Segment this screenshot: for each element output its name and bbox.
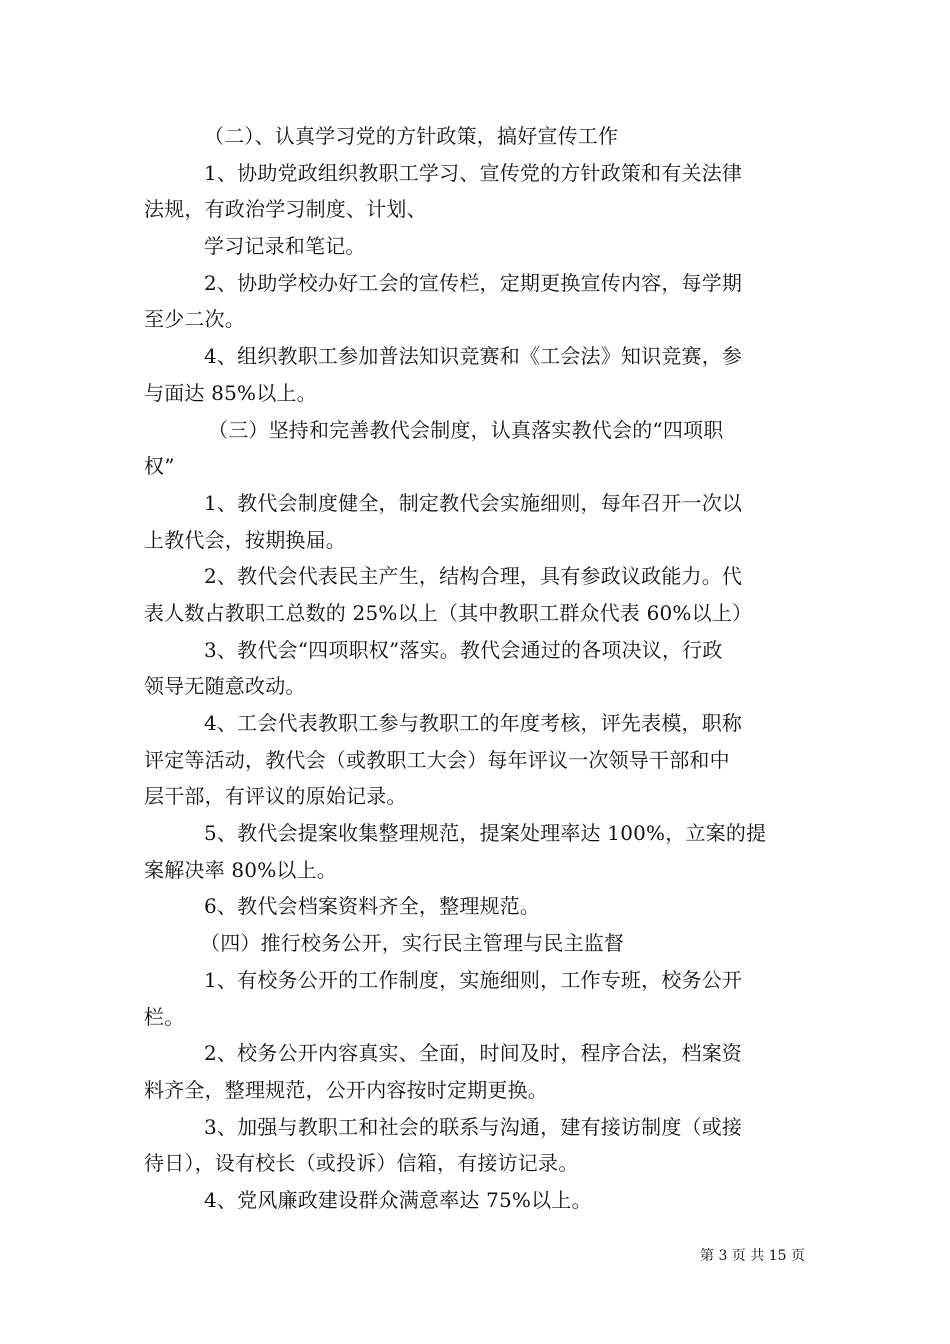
paragraph-line: 4、组织教职工参加普法知识竞赛和《工会法》知识竞赛，参	[204, 344, 743, 369]
paragraph-line: 栏。	[144, 1004, 185, 1029]
paragraph-line: 料齐全，整理规范，公开内容按时定期更换。	[144, 1077, 548, 1102]
section-heading-3: （三）坚持和完善教代会制度，认真落实教代会的“四项职	[208, 417, 724, 442]
paragraph-line: 法规，有政治学习制度、计划、	[144, 197, 427, 222]
section-heading-4: （四）推行校务公开，实行民主管理与民主监督	[200, 931, 625, 956]
paragraph-line: 4、党风廉政建设群众满意率达 75%以上。	[204, 1187, 592, 1212]
paragraph-line: 层干部，有评议的原始记录。	[144, 784, 407, 809]
paragraph-line: 1、教代会制度健全，制定教代会实施细则，每年召开一次以	[204, 490, 743, 515]
paragraph-line: 5、教代会提案收集整理规范，提案处理率达 100%，立案的提	[204, 821, 767, 846]
paragraph-line: 表人数占教职工总数的 25%以上（其中教职工群众代表 60%以上）	[144, 600, 753, 625]
document-body	[144, 118, 808, 1219]
paragraph-line: 与面达 85%以上。	[144, 380, 317, 405]
paragraph-line: 3、教代会“四项职权”落实。教代会通过的各项决议，行政	[204, 637, 723, 662]
paragraph-line: 学习记录和笔记。	[204, 234, 366, 259]
paragraph-line: 2、教代会代表民主产生，结构合理，具有参政议政能力。代	[204, 564, 743, 589]
paragraph-line: 2、协助学校办好工会的宣传栏，定期更换宣传内容，每学期	[204, 270, 743, 295]
paragraph-line: 3、加强与教职工和社会的联系与沟通，建有接访制度（或接	[204, 1114, 743, 1139]
paragraph-line: 待日），设有校长（或投诉）信箱，有接访记录。	[144, 1151, 579, 1176]
paragraph-line: 上教代会，按期换届。	[144, 527, 346, 552]
paragraph-line: 权”	[144, 454, 175, 479]
paragraph-line: 6、教代会档案资料齐全，整理规范。	[204, 894, 541, 919]
paragraph-line: 案解决率 80%以上。	[144, 857, 338, 882]
paragraph-line: 领导无随意改动。	[144, 674, 306, 699]
paragraph-line: 至少二次。	[144, 307, 245, 332]
paragraph-line: 2、校务公开内容真实、全面，时间及时，程序合法，档案资	[204, 1041, 743, 1066]
paragraph-line: 1、有校务公开的工作制度，实施细则，工作专班，校务公开	[204, 967, 743, 992]
paragraph-line: 4、工会代表教职工参与教职工的年度考核，评先表模，职称	[204, 711, 743, 735]
paragraph-line: 评定等活动，教代会（或教职工大会）每年评议一次领导干部和中	[144, 747, 730, 772]
page-number: 第 3 页 共 15 页	[700, 1248, 805, 1264]
paragraph-line: 1、协助党政组织教职工学习、宣传党的方针政策和有关法律	[204, 160, 743, 185]
section-heading-2: （二）、认真学习党的方针政策，搞好宣传工作	[204, 124, 619, 148]
